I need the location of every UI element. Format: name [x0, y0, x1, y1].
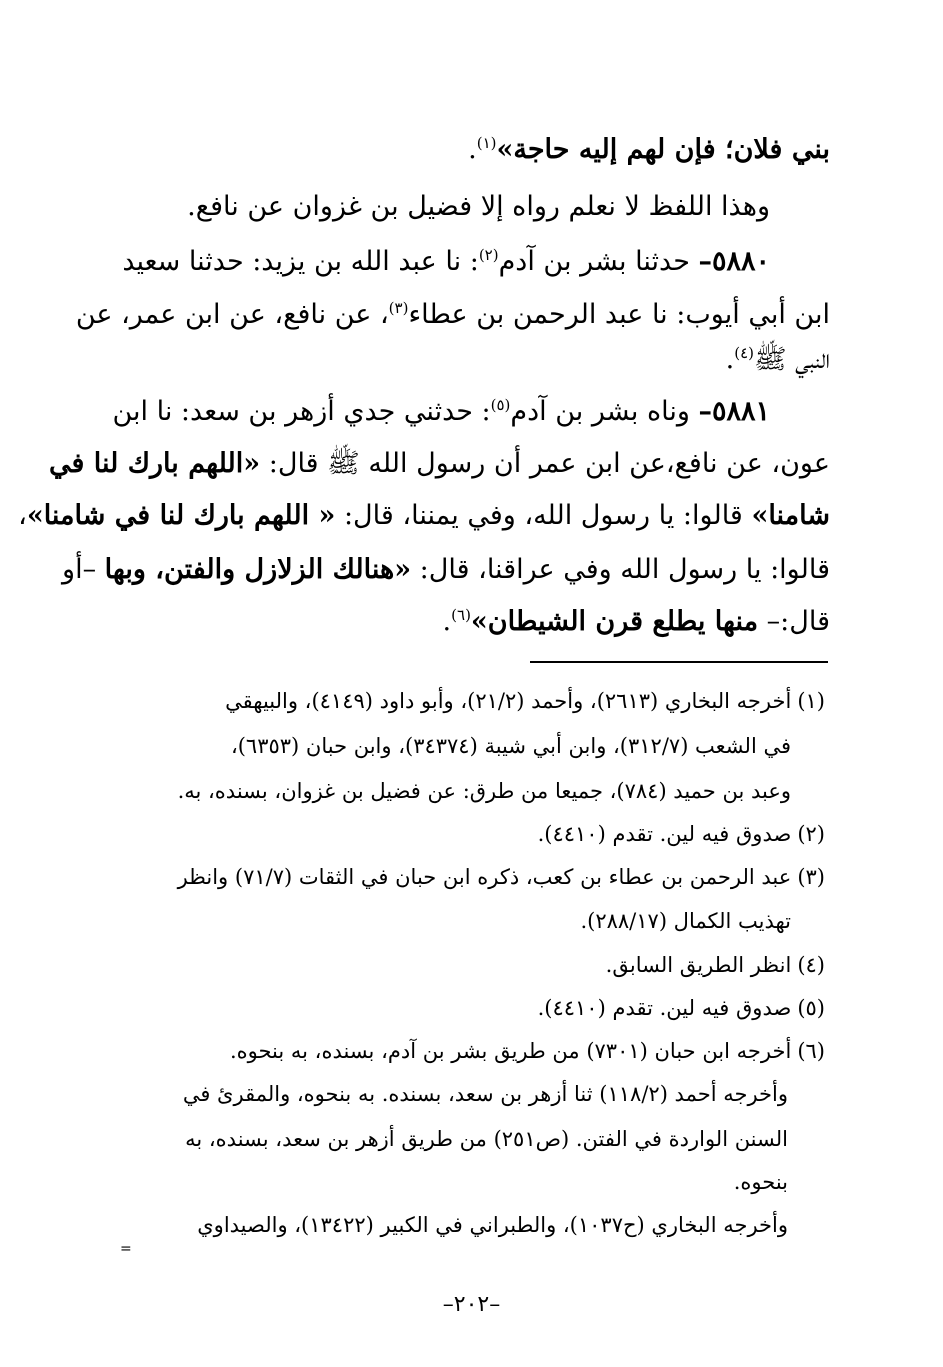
footnote-ref: (٤)	[734, 344, 754, 362]
footnote-text: وأخرجه أحمد (١١٨/٢) ثنا أزهر بن سعد، بسنده. به بنحوه، والمقرئ في	[182, 1082, 788, 1106]
footnote-text: انظر الطريق السابق.	[605, 953, 792, 977]
footnote-number: (٥)	[797, 996, 825, 1020]
footnote-text: صدوق فيه لين. تقدم (٤٤١٠).	[537, 996, 792, 1020]
hadith-bold-text: «هنالك الزلازل والفتن، وبها	[104, 554, 412, 585]
punctuation: .	[442, 606, 452, 637]
footnote-text: عبد الرحمن بن عطاء بن كعب، ذكره ابن حبان في الثقات (٧١/٧) وانظر	[177, 865, 792, 889]
footnote-6	[230, 1034, 825, 1068]
footnote-number: (٢)	[797, 822, 825, 846]
footnote-ref: (٣)	[388, 299, 409, 317]
hadith-5880-line-3	[726, 334, 830, 386]
hadith-5881-line-4	[62, 544, 830, 596]
hadith-5881-line-2	[48, 438, 830, 490]
punctuation: .	[725, 344, 735, 375]
footnote-text: وأخرجه البخاري (ح١٠٣٧)، والطبراني في الكبير (١٣٤٢٢)، والصيداوي	[197, 1213, 788, 1237]
main-text	[18, 124, 830, 644]
hadith-5880-line-2	[75, 289, 830, 341]
isnad-text: : نا عبد الله بن يزيد: حدثنا سعيد	[122, 246, 479, 277]
hadith-5881-line-3	[18, 490, 830, 542]
footnote-6-line-3	[118, 1122, 788, 1156]
footnote-4	[606, 948, 825, 982]
footnote-number: (٤)	[797, 953, 825, 977]
hadith-number: ٥٨٨٠–	[698, 246, 770, 277]
footnote-6-line-5	[118, 1208, 788, 1242]
footnote-text: في الشعب (٣١٢/٧)، وابن أبي شيبة (٣٤٣٧٤)، وابن حبان (٦٣٥٣)،	[230, 734, 791, 758]
footnote-6-line-2	[118, 1077, 788, 1111]
footnote-2	[538, 817, 825, 851]
footnote-number: (١)	[797, 689, 825, 713]
footnote-text: بنحوه.	[733, 1170, 788, 1194]
footnote-text: أخرجه البخاري (٢٦١٣)، وأحمد (٢١/٢)، وأبو داود (٤١٤٩)، والبيهقي	[225, 689, 792, 713]
matn-text: قال:–	[758, 606, 830, 637]
punctuation: .	[468, 134, 477, 165]
punctuation: ،	[18, 500, 27, 531]
matn-text: قالوا: يا رسول الله وفي عراقنا، قال:	[411, 554, 830, 585]
footnote-ref: (١)	[476, 134, 497, 152]
footnote-3-line-2	[580, 904, 791, 938]
footnote-1	[118, 684, 825, 718]
isnad-text: النبي ﷺ	[753, 344, 830, 375]
footnote-3	[118, 860, 825, 894]
hadith-bold-text: « اللهم بارك لنا في شامنا»	[26, 500, 336, 531]
hadith-5881-line-5	[443, 596, 830, 648]
hadith-5881-line-1	[112, 386, 770, 438]
isnad-text: ابن أبي أيوب: نا عبد الرحمن بن عطاء	[408, 299, 830, 330]
footnote-ref: (٢)	[478, 246, 499, 264]
hadith-bold-text: شامنا»	[751, 500, 830, 531]
hadith-number: ٥٨٨١–	[698, 396, 770, 427]
footnote-number: (٦)	[797, 1039, 825, 1063]
matn-text: قالوا: يا رسول الله، وفي يمننا، قال:	[335, 500, 752, 531]
footnote-text: وعبد بن حميد (٧٨٤)، جميعا من طرق: عن فضيل بن غزوان، بسنده، به.	[177, 779, 791, 803]
matn-text: –أو	[62, 554, 105, 585]
footnote-text: تهذيب الكمال (٢٨٨/١٧).	[580, 909, 791, 933]
isnad-text: وناه بشر بن آدم	[510, 396, 699, 427]
footnote-text: أخرجه ابن حبان (٧٣٠١) من طريق بشر بن آدم، بسنده، به بنحوه.	[229, 1039, 792, 1063]
isnad-text: حدثنا بشر بن آدم	[498, 246, 699, 277]
footnote-number: (٣)	[797, 865, 825, 889]
isnad-text: عون، عن نافع،عن ابن عمر أن رسول الله ﷺ قال:	[260, 448, 830, 479]
footnote-text: صدوق فيه لين. تقدم (٤٤١٠).	[537, 822, 792, 846]
footnote-text: السنن الواردة في الفتن. (ص٢٥١) من طريق أزهر بن سعد، بسنده، به	[185, 1127, 788, 1151]
isnad-text: ، عن نافع، عن ابن عمر، عن	[75, 299, 389, 330]
isnad-text: : حدثني جدي أزهر بن سعد: نا ابن	[112, 396, 491, 427]
footnote-1-line-3	[178, 774, 791, 808]
hadith-bold-text: بني فلان؛ فإن لهم إليه حاجة»	[496, 134, 830, 165]
footnote-1-line-2	[118, 729, 791, 763]
hadith-5880-line-1	[118, 236, 770, 288]
footnote-ref: (٥)	[490, 396, 511, 414]
commentary-text: وهذا اللفظ لا نعلم رواه إلا فضيل بن غزوان عن نافع.	[187, 191, 770, 222]
footnote-ref: (٦)	[451, 606, 471, 624]
text-line	[187, 181, 770, 233]
footnote-separator	[530, 661, 828, 663]
continuation-mark: =	[120, 1241, 132, 1257]
text-line	[468, 124, 830, 176]
page-number: –٢٠٢–	[442, 1292, 501, 1317]
hadith-bold-text: «اللهم بارك لنا في	[48, 448, 261, 479]
footnote-5	[538, 991, 825, 1025]
hadith-bold-text: منها يطلع قرن الشيطان»	[470, 606, 759, 637]
footnote-6-line-4	[734, 1165, 788, 1199]
